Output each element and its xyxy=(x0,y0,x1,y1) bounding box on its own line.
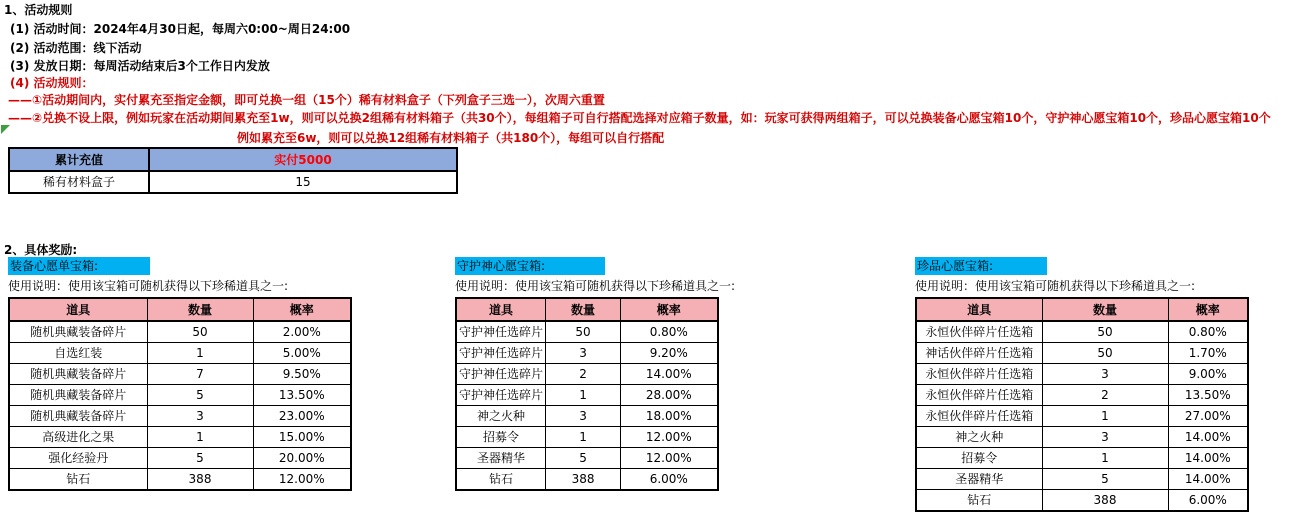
table-cell: 9.50% xyxy=(253,364,351,385)
table-header-row xyxy=(916,298,1248,321)
table-row xyxy=(456,406,718,427)
table-cell: 2 xyxy=(1042,385,1168,406)
box-name: 珍品心愿宝箱: xyxy=(915,257,1047,275)
reward-table-treasure xyxy=(915,297,1249,512)
table-cell: 神话伙伴碎片任选箱 xyxy=(916,343,1042,364)
column-header: 概率 xyxy=(1168,298,1248,321)
table-row xyxy=(9,364,351,385)
table-cell: 3 xyxy=(1042,364,1168,385)
table-row xyxy=(456,343,718,364)
table-cell: 9.00% xyxy=(1168,364,1248,385)
table-row xyxy=(916,490,1248,512)
table-row xyxy=(916,343,1248,364)
box-usage: 使用说明：使用该宝箱可随机获得以下珍稀道具之一: xyxy=(455,279,736,293)
table-cell: 18.00% xyxy=(621,406,718,427)
table-cell: 14.00% xyxy=(1168,469,1248,490)
table-cell: 5 xyxy=(147,385,253,406)
table-row xyxy=(9,427,351,448)
table-cell: 14.00% xyxy=(621,364,718,385)
rules-title: 1、活动规则 xyxy=(4,3,73,17)
column-header: 概率 xyxy=(621,298,718,321)
table-cell: 9.20% xyxy=(621,343,718,364)
table-row xyxy=(916,406,1248,427)
table-row xyxy=(916,385,1248,406)
table-cell: 随机典藏装备碎片 xyxy=(9,321,147,343)
table-cell: 稀有材料盒子 xyxy=(9,171,149,193)
table-row xyxy=(9,171,457,193)
table-cell: 招募令 xyxy=(916,448,1042,469)
reward-box-equipment xyxy=(8,257,352,491)
table-cell: 50 xyxy=(1042,343,1168,364)
table-cell: 神之火种 xyxy=(916,427,1042,448)
table-cell: 招募令 xyxy=(456,427,546,448)
table-row xyxy=(9,406,351,427)
table-cell: 随机典藏装备碎片 xyxy=(9,385,147,406)
table-cell: 388 xyxy=(147,469,253,491)
table-cell: 388 xyxy=(1042,490,1168,512)
table-row xyxy=(9,343,351,364)
table-row xyxy=(9,469,351,491)
table-cell: 1 xyxy=(1042,406,1168,427)
table-row xyxy=(456,427,718,448)
rewards-section-title: 2、具体奖励: xyxy=(4,243,78,257)
table-cell: 守护神任选碎片 xyxy=(456,385,546,406)
table-header-row xyxy=(9,298,351,321)
table-cell: 5 xyxy=(147,448,253,469)
reward-box-treasure xyxy=(915,257,1249,512)
table-cell: 12.00% xyxy=(621,448,718,469)
table-cell: 14.00% xyxy=(1168,448,1248,469)
table-cell: 1.70% xyxy=(1168,343,1248,364)
table-cell: 随机典藏装备碎片 xyxy=(9,406,147,427)
rule-detail-1: ——①活动期间内，实付累充至指定金额，即可兑换一组（15个）稀有材料盒子（下列盒子三选一），次周六重置 xyxy=(8,93,605,107)
table-cell: 钻石 xyxy=(9,469,147,491)
table-cell: 1 xyxy=(147,343,253,364)
box-name: 守护神心愿宝箱: xyxy=(455,257,605,275)
table-cell: 15.00% xyxy=(253,427,351,448)
table-cell: 14.00% xyxy=(1168,427,1248,448)
table-cell: 自选红装 xyxy=(9,343,147,364)
comment-flag-icon xyxy=(1,125,10,134)
table-cell: 5.00% xyxy=(253,343,351,364)
table-cell: 神之火种 xyxy=(456,406,546,427)
table-row xyxy=(916,427,1248,448)
column-header: 道具 xyxy=(916,298,1042,321)
table-cell: 钻石 xyxy=(456,469,546,491)
column-header: 道具 xyxy=(456,298,546,321)
table-cell: 15 xyxy=(149,171,457,193)
table-cell: 3 xyxy=(546,343,621,364)
table-row xyxy=(916,448,1248,469)
table-cell: 27.00% xyxy=(1168,406,1248,427)
table-cell: 守护神任选碎片 xyxy=(456,343,546,364)
table-cell: 随机典藏装备碎片 xyxy=(9,364,147,385)
table-cell: 强化经验丹 xyxy=(9,448,147,469)
table-cell: 永恒伙伴碎片任选箱 xyxy=(916,406,1042,427)
table-cell: 圣器精华 xyxy=(456,448,546,469)
table-cell: 13.50% xyxy=(253,385,351,406)
column-header: 数量 xyxy=(147,298,253,321)
table-cell: 永恒伙伴碎片任选箱 xyxy=(916,385,1042,406)
table-cell: 永恒伙伴碎片任选箱 xyxy=(916,364,1042,385)
box-name: 装备心愿单宝箱: xyxy=(8,257,150,275)
table-row xyxy=(456,364,718,385)
table-row xyxy=(9,321,351,343)
box-usage: 使用说明：使用该宝箱可随机获得以下珍稀道具之一: xyxy=(8,279,289,293)
table-cell: 50 xyxy=(147,321,253,343)
table-cell: 12.00% xyxy=(621,427,718,448)
table-cell: 永恒伙伴碎片任选箱 xyxy=(916,321,1042,343)
rule-item-issue: (3) 发放日期：每周活动结束后3个工作日内发放 xyxy=(10,59,270,73)
table-header-row xyxy=(456,298,718,321)
table-cell: 2.00% xyxy=(253,321,351,343)
table-cell: 1 xyxy=(546,427,621,448)
table-cell: 5 xyxy=(1042,469,1168,490)
table-cell: 6.00% xyxy=(621,469,718,491)
table-cell: 1 xyxy=(1042,448,1168,469)
rule-item-time: (1) 活动时间：2024年4月30日起，每周六0:00~周日24:00 xyxy=(10,22,351,36)
table-cell: 钻石 xyxy=(916,490,1042,512)
table-cell: 3 xyxy=(1042,427,1168,448)
box-usage: 使用说明：使用该宝箱可随机获得以下珍稀道具之一: xyxy=(915,279,1196,293)
table-cell: 7 xyxy=(147,364,253,385)
table-header-row xyxy=(9,148,457,171)
table-cell: 5 xyxy=(546,448,621,469)
table-cell: 3 xyxy=(147,406,253,427)
table-cell: 23.00% xyxy=(253,406,351,427)
rule-detail-3: 例如累充至6w，则可以兑换12组稀有材料箱子（共180个），每组可以自行搭配 xyxy=(237,131,665,145)
table-row xyxy=(916,321,1248,343)
table-cell: 20.00% xyxy=(253,448,351,469)
table-cell: 0.80% xyxy=(621,321,718,343)
column-header-recharge: 累计充值 xyxy=(9,148,149,171)
table-cell: 0.80% xyxy=(1168,321,1248,343)
table-cell: 1 xyxy=(147,427,253,448)
table-cell: 50 xyxy=(546,321,621,343)
table-row xyxy=(456,469,718,491)
reward-table-equipment xyxy=(8,297,352,491)
column-header: 概率 xyxy=(253,298,351,321)
table-row xyxy=(9,448,351,469)
rule-item-rules: (4) 活动规则： xyxy=(10,76,94,90)
column-header: 道具 xyxy=(9,298,147,321)
table-cell: 13.50% xyxy=(1168,385,1248,406)
table-cell: 6.00% xyxy=(1168,490,1248,512)
rule-item-scope: (2) 活动范围：线下活动 xyxy=(10,41,142,55)
table-row xyxy=(456,385,718,406)
table-row xyxy=(9,385,351,406)
table-cell: 圣器精华 xyxy=(916,469,1042,490)
rule-detail-2: ——②兑换不设上限，例如玩家在活动期间累充至1w，则可以兑换2组稀有材料箱子（共30个），每组箱子可自行搭配选择对应箱子数量，如：玩家可获得两组箱子，可以兑换装备心愿宝箱10个，守护神心愿宝箱10个，珍品心愿宝箱10个 xyxy=(8,111,1271,125)
table-cell: 28.00% xyxy=(621,385,718,406)
table-cell: 1 xyxy=(546,385,621,406)
table-cell: 3 xyxy=(546,406,621,427)
table-row xyxy=(456,448,718,469)
column-header-paid-amount: 实付5000 xyxy=(149,148,457,171)
table-row xyxy=(456,321,718,343)
table-cell: 高级进化之果 xyxy=(9,427,147,448)
column-header: 数量 xyxy=(546,298,621,321)
table-cell: 388 xyxy=(546,469,621,491)
reward-table-guardian xyxy=(455,297,719,491)
table-cell: 12.00% xyxy=(253,469,351,491)
table-row xyxy=(916,364,1248,385)
reward-box-guardian xyxy=(455,257,735,491)
recharge-table xyxy=(8,147,458,194)
table-row xyxy=(916,469,1248,490)
table-cell: 守护神任选碎片 xyxy=(456,321,546,343)
column-header: 数量 xyxy=(1042,298,1168,321)
table-cell: 守护神任选碎片 xyxy=(456,364,546,385)
table-cell: 2 xyxy=(546,364,621,385)
table-cell: 50 xyxy=(1042,321,1168,343)
